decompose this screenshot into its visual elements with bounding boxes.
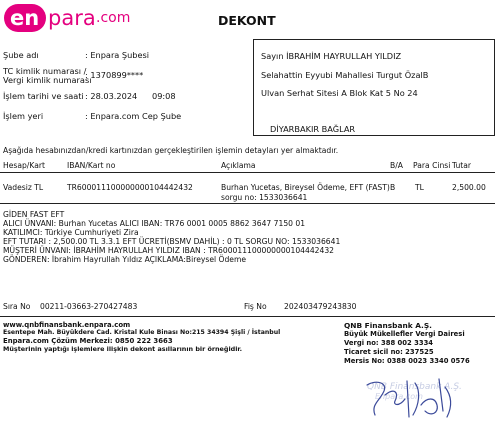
branch-label: Şube adı <box>3 50 39 60</box>
recipient-address-2: Ulvan Serhat Sitesi A Blok Kat 5 No 24 <box>261 88 418 98</box>
place-value: : Enpara.com Cep Şube <box>85 111 182 121</box>
footer-company: QNB Finansbank A.Ş. <box>344 321 432 330</box>
logo-para: para <box>48 6 96 30</box>
fis-value: 202403479243830 <box>284 302 357 311</box>
row-ba: B <box>390 183 396 192</box>
date-value: : 28.03.2024 <box>85 91 138 101</box>
footer-address: Esentepe Mah. Büyükdere Cad. Kristal Kule Binası No:215 34394 Şişli / İstanbul <box>3 329 281 336</box>
recipient-city: DİYARBAKIR BAĞLAR <box>270 124 356 134</box>
enpara-logo <box>4 4 132 36</box>
footer-website: www.qnbfinansbank.enpara.com <box>3 321 131 329</box>
place-label: İşlem yeri <box>3 111 44 121</box>
tckn-label-2: Vergi kimlik numarası <box>3 75 92 85</box>
row-description-2: sorgu no: 1533036641 <box>221 193 308 202</box>
footer-tax-no: Vergi no: 388 002 3334 <box>344 339 434 347</box>
detail-line: EFT TUTARI : 2,500.00 TL 3.3.1 EFT ÜCRETİ(BSMV DAHİL) : 0 TL SORGU NO: 1533036641 <box>3 237 341 246</box>
header-amount: Tutar <box>452 161 472 170</box>
logo-com: .com <box>96 10 131 26</box>
footer-mersis: Mersis No: 0388 0023 3340 0576 <box>344 357 470 365</box>
page-title: DEKONT <box>218 13 276 28</box>
header-divider <box>0 172 495 173</box>
row-currency: TL <box>415 183 424 192</box>
row-amount: 2,500.00 <box>452 183 486 192</box>
header-iban: IBAN/Kart no <box>67 161 116 170</box>
header-currency: Para Cinsi <box>413 161 451 170</box>
date-label: İşlem tarihi ve saati <box>3 91 84 101</box>
tckn-label-1: TC kimlik numarası / <box>3 66 87 76</box>
detail-line: GÖNDEREN: İbrahim Hayrullah Yıldız AÇIKLAMA:Bireysel Ödeme <box>3 255 247 264</box>
svg-text:QNB Finansbank A.Ş.: QNB Finansbank A.Ş. <box>367 382 462 392</box>
row-description-1: Burhan Yucetas, Bireysel Ödeme, EFT (FAST) <box>221 183 390 192</box>
row-account: Vadesiz TL <box>3 183 44 192</box>
detail-line: ALICI ÜNVANI: Burhan Yucetas ALICI IBAN: TR76 0001 0005 8862 3647 7150 01 <box>3 219 306 228</box>
footer-note: Müşterinin yaptığı işlemlere ilişkin dekont asıllarının bir örneğidir. <box>3 345 243 353</box>
header-account: Hesap/Kart <box>3 161 45 170</box>
stamp-signature <box>355 375 465 420</box>
sira-value: 00211-03663-270427483 <box>40 302 138 311</box>
row-divider <box>0 203 495 204</box>
header-ba: B/A <box>390 161 403 170</box>
footer-trade-no: Ticaret sicil no: 237525 <box>344 348 434 356</box>
time-value: 09:08 <box>152 91 176 101</box>
detail-line: MÜŞTERİ ÜNVANI: İBRAHİM HAYRULLAH YILDIZ IBAN : TR600011100000000104442432 <box>3 246 334 255</box>
sira-label: Sıra No <box>3 302 31 311</box>
svg-text:Enpara.com: Enpara.com <box>375 392 423 401</box>
detail-line: GİDEN FAST EFT <box>3 210 65 219</box>
header-description: Açıklama <box>221 161 256 170</box>
footer-divider <box>0 316 495 317</box>
detail-line: KATILIMCI: Türkiye Cumhuriyeti Zira <box>3 228 139 237</box>
row-iban: TR600011100000000104442432 <box>67 183 193 192</box>
intro-text: Aşağıda hesabınızdan/kredi kartınızdan gerçekleştirilen işlemin detayları yer almaktadır. <box>3 146 339 155</box>
recipient-name: Sayın İBRAHİM HAYRULLAH YILDIZ <box>261 51 402 61</box>
tckn-value: : 1370899**** <box>85 70 144 80</box>
footer-tax-office: Büyük Mükellefler Vergi Dairesi <box>344 330 465 338</box>
recipient-address-1: Selahattin Eyyubi Mahallesi Turgut ÖzalB <box>261 70 429 80</box>
branch-value: : Enpara Şubesi <box>85 50 150 60</box>
fis-label: Fiş No <box>244 302 267 311</box>
logo-en: en <box>10 6 40 30</box>
footer-support: Enpara.com Çözüm Merkezi: 0850 222 3663 <box>3 337 173 345</box>
